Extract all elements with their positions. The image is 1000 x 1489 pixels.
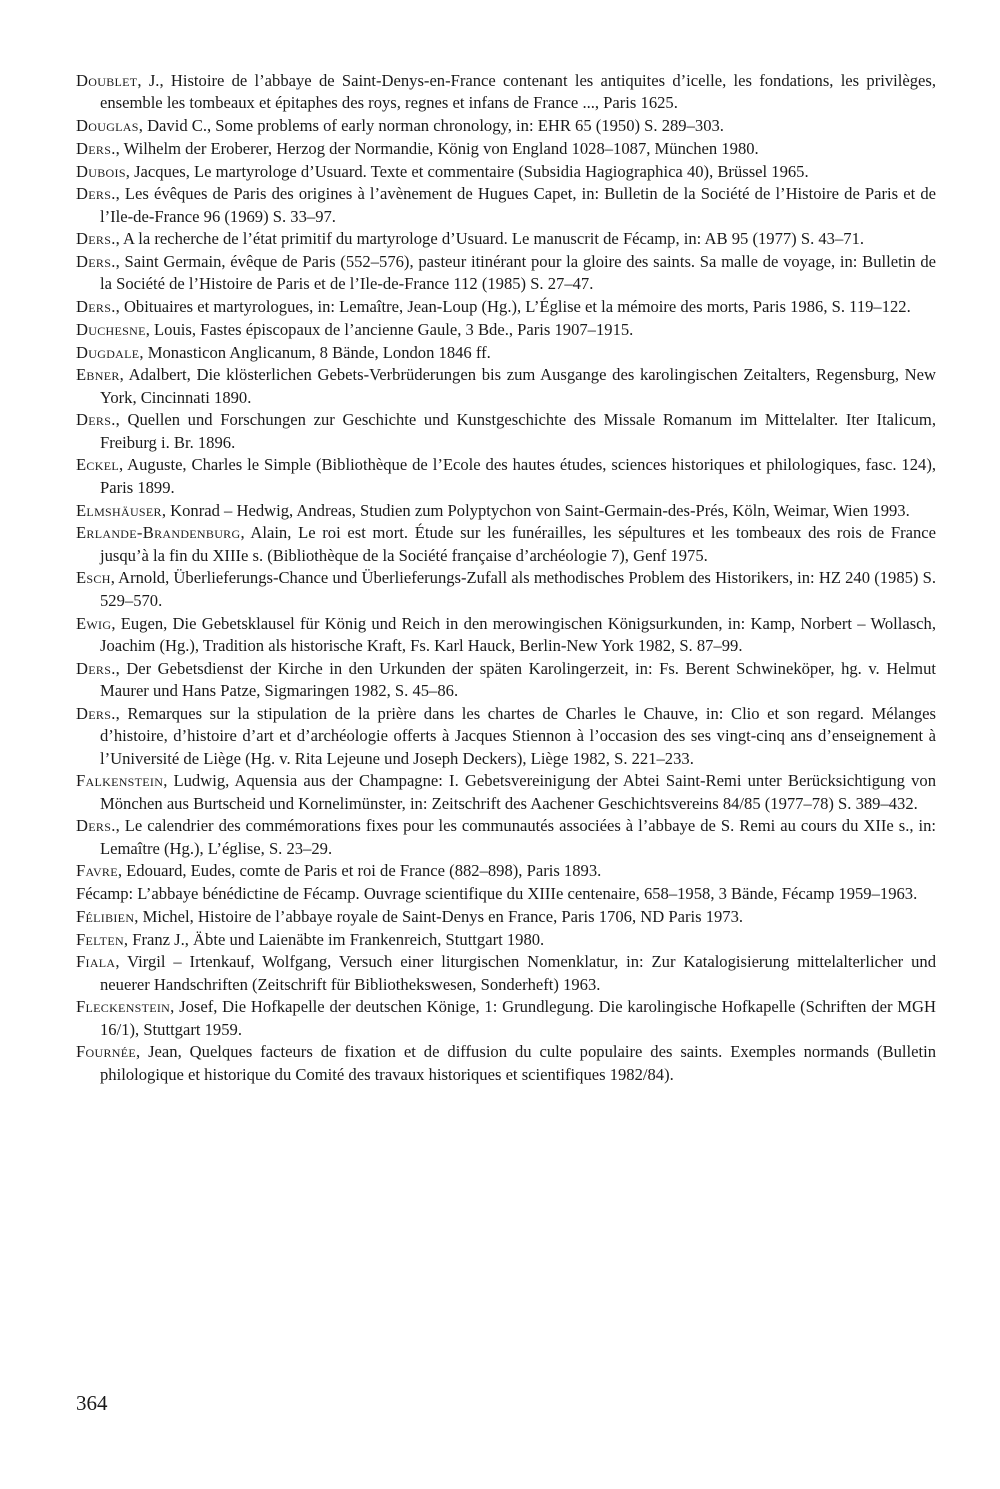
bibliography-entry bbox=[76, 906, 936, 928]
entry-author: Ders. bbox=[76, 229, 116, 249]
entry-text: , J., Histoire de l’abbaye de Saint-Denys-en-France contenant les antiquites d’icelle, les fondations, les privilèges, ensemble les tombeaux et épitaphes des roys, regnes et infans de France ..., Paris 1625. bbox=[100, 71, 936, 113]
bibliography-entry bbox=[76, 860, 936, 882]
entry-text: , Franz J., Äbte und Laienäbte im Frankenreich, Stuttgart 1980. bbox=[123, 929, 545, 949]
entry-text: , Eugen, Die Gebetsklausel für König und Reich in den merowingischen Königsurkunden, in: Kamp, Norbert – Wollasch, Joachim (Hg.), Tradition als historische Kraft, Fs. Karl Hauck, Berlin-New York 1982, S. 87–99. bbox=[100, 613, 936, 655]
page-number: 364 bbox=[76, 1391, 108, 1415]
entry-text: , Jacques, Le martyrologe d’Usuard. Texte et commentaire (Subsidia Hagiographica 40), Brüssel 1965. bbox=[125, 161, 809, 181]
entry-author: Erlande-Brandenburg bbox=[76, 523, 241, 543]
entry-text: , Alain, Le roi est mort. Étude sur les funérailles, les sépultures et les tombeaux des rois de France jusqu’à la fin du XIIIe s. (Bibliothèque de la Société française d’archéologie 7), Genf 1975. bbox=[100, 523, 936, 565]
entry-text: , Virgil – Irtenkauf, Wolfgang, Versuch einer liturgischen Nomenklatur, in: Zur Katalogisierung mittelalterlicher und neuerer Handschriften (Zeitschrift für Bibliothekswesen, Sonderheft) 1963. bbox=[100, 952, 936, 994]
entry-author: Fiala bbox=[76, 952, 116, 972]
entry-text: , Wilhelm der Eroberer, Herzog der Normandie, König von England 1028–1087, München 1980. bbox=[115, 138, 759, 158]
bibliography-entry bbox=[76, 70, 936, 115]
entry-author: Doublet bbox=[76, 71, 138, 90]
bibliography-entry bbox=[76, 815, 936, 860]
bibliography-entry bbox=[76, 115, 936, 137]
bibliography-entry bbox=[76, 500, 936, 522]
bibliography-entry bbox=[76, 567, 936, 612]
entry-author: Elmshäuser bbox=[76, 500, 162, 520]
entry-text: , Saint Germain, évêque de Paris (552–576), pasteur itinérant pour la gloire des saints. Sa malle de voyage, in: Bulletin de la Société de l’Histoire de Paris et de l’Ile-de-France 112 (1985) S. 27–47. bbox=[100, 252, 936, 294]
bibliography-entry bbox=[76, 1041, 936, 1086]
entry-author: Duchesne bbox=[76, 319, 146, 339]
entry-author: Dugdale bbox=[76, 342, 140, 362]
entry-text: , Konrad – Hedwig, Andreas, Studien zum Polyptychon von Saint-Germain-des-Prés, Köln, Weimar, Wien 1993. bbox=[161, 500, 910, 520]
entry-text: , Auguste, Charles le Simple (Bibliothèque de l’Ecole des hautes études, sciences historiques et philologiques, fasc. 124), Paris 1899. bbox=[100, 455, 936, 497]
bibliography-list bbox=[76, 70, 936, 1087]
bibliography-entry bbox=[76, 929, 936, 951]
bibliography-entry bbox=[76, 613, 936, 658]
entry-author: Ders. bbox=[76, 816, 116, 836]
entry-text: , Der Gebetsdienst der Kirche in den Urkunden der späten Karolingerzeit, in: Fs. Berent Schwineköper, hg. v. Helmut Maurer und Hans Patze, Sigmaringen 1982, S. 45–86. bbox=[100, 658, 936, 701]
bibliography-entry bbox=[76, 319, 936, 341]
bibliography-entry bbox=[76, 658, 936, 703]
entry-text: , Arnold, Überlieferungs-Chance und Überlieferungs-Zufall als methodisches Problem des Historikers, in: HZ 240 (1985) S. 529–570. bbox=[100, 568, 936, 610]
entry-author: Ders. bbox=[76, 252, 116, 272]
entry-text: , Louis, Fastes épiscopaux de l’ancienne Gaule, 3 Bde., Paris 1907–1915. bbox=[145, 319, 634, 339]
entry-text: , Ludwig, Aquensia aus der Champagne: I. Gebetsvereinigung der Abtei Saint-Remi unter Berücksichtigung von Mönchen aus Burtscheid und Kornelimünster, in: Zeitschrift des Aachener Geschichtsvereins 84/85 (1977–78) S. 389–432. bbox=[100, 771, 936, 813]
entry-text: , Le calendrier des commémorations fixes pour les communautés associées à l’abbaye de S. Remi au cours du XIIe s., in: Lemaître (Hg.), L’église, S. 23–29. bbox=[100, 816, 936, 858]
bibliography-entry bbox=[76, 161, 936, 183]
bibliography-entry bbox=[76, 454, 936, 499]
entry-text: , Quellen und Forschungen zur Geschichte und Kunstgeschichte des Missale Romanum im Mittelalter. Iter Italicum, Freiburg i. Br. 1896. bbox=[100, 410, 936, 452]
entry-text: , Michel, Histoire de l’abbaye royale de Saint-Denys en France, Paris 1706, ND Paris 1973. bbox=[134, 906, 744, 926]
entry-author: Ders. bbox=[76, 658, 116, 678]
entry-author: Ders. bbox=[76, 184, 116, 204]
bibliography-entry bbox=[76, 183, 936, 228]
entry-text: , Les évêques de Paris des origines à l’avènement de Hugues Capet, in: Bulletin de la Société de l’Histoire de Paris et de l’Ile-de-France 96 (1969) S. 33–97. bbox=[100, 184, 936, 226]
entry-text: , Obituaires et martyrologues, in: Lemaître, Jean-Loup (Hg.), L’Église et la mémoire des morts, Paris 1986, S. 119–122. bbox=[115, 297, 911, 317]
bibliography-entry bbox=[76, 296, 936, 318]
entry-author: Esch bbox=[76, 568, 111, 588]
entry-text: , Jean, Quelques facteurs de fixation et de diffusion du culte populaire des saints. Exemples normands (Bulletin philologique et historique du Comité des travaux historiques et scientifiques 1982/84). bbox=[100, 1042, 936, 1084]
bibliography-entry bbox=[76, 996, 936, 1041]
bibliography-entry bbox=[76, 951, 936, 996]
bibliography-entry bbox=[76, 703, 936, 770]
entry-author: Eckel bbox=[76, 455, 119, 475]
entry-text: , Monasticon Anglicanum, 8 Bände, London 1846 ff. bbox=[139, 342, 491, 362]
entry-author: Fleckenstein bbox=[76, 997, 171, 1017]
bibliography-entry bbox=[76, 770, 936, 815]
entry-author: Felten bbox=[76, 929, 124, 949]
entry-author: Ders. bbox=[76, 703, 116, 723]
entry-author: Félibien bbox=[76, 906, 135, 926]
bibliography-entry bbox=[76, 228, 936, 250]
bibliography-entry bbox=[76, 138, 936, 160]
bibliography-entry bbox=[76, 364, 936, 409]
entry-text: , A la recherche de l’état primitif du martyrologe d’Usuard. Le manuscrit de Fécamp, in: AB 95 (1977) S. 43–71. bbox=[115, 229, 865, 249]
entry-author: Ders. bbox=[76, 410, 116, 430]
entry-text: , David C., Some problems of early norman chronology, in: EHR 65 (1950) S. 289–303. bbox=[138, 116, 724, 136]
entry-author: Fournée bbox=[76, 1042, 136, 1062]
entry-author: Ebner bbox=[76, 365, 120, 385]
bibliography-entry bbox=[76, 409, 936, 454]
entry-author: Ders. bbox=[76, 297, 116, 317]
entry-author: Falkenstein bbox=[76, 771, 164, 791]
bibliography-entry bbox=[76, 251, 936, 296]
bibliography-entry bbox=[76, 522, 936, 567]
entry-author: Dubois bbox=[76, 161, 126, 181]
entry-author: Douglas bbox=[76, 116, 139, 136]
entry-author: Ewig bbox=[76, 613, 112, 633]
entry-text: , Josef, Die Hofkapelle der deutschen Könige, 1: Grundlegung. Die karolingische Hofkapelle (Schriften der MGH 16/1), Stuttgart 1959. bbox=[100, 997, 936, 1039]
entry-text: Fécamp: L’abbaye bénédictine de Fécamp. Ouvrage scientifique du XIIIe centenaire, 658–1958, 3 Bände, Fécamp 1959–1963. bbox=[76, 884, 918, 904]
bibliography-entry bbox=[76, 342, 936, 364]
entry-text: , Remarques sur la stipulation de la prière dans les chartes de Charles le Chauve, in: Clio et son regard. Mélanges d’histoire, d’histoire d’art et d’archéologie offerts à Jacques Stiennon à l’occasion des ses vingt-cinq ans d’enseignement à l’Université de Liège (Hg. v. Rita Lejeune und Joseph Deckers), Liège 1982, S. 221–233. bbox=[100, 703, 936, 768]
bibliography-entry bbox=[76, 883, 936, 905]
entry-author: Favre bbox=[76, 861, 118, 881]
entry-text: , Edouard, Eudes, comte de Paris et roi de France (882–898), Paris 1893. bbox=[117, 861, 602, 881]
entry-text: , Adalbert, Die klösterlichen Gebets-Verbrüderungen bis zum Ausgange des karolingischen Zeitalters, Regensburg, New York, Cincinnati 1890. bbox=[100, 365, 936, 407]
entry-author: Ders. bbox=[76, 138, 116, 158]
